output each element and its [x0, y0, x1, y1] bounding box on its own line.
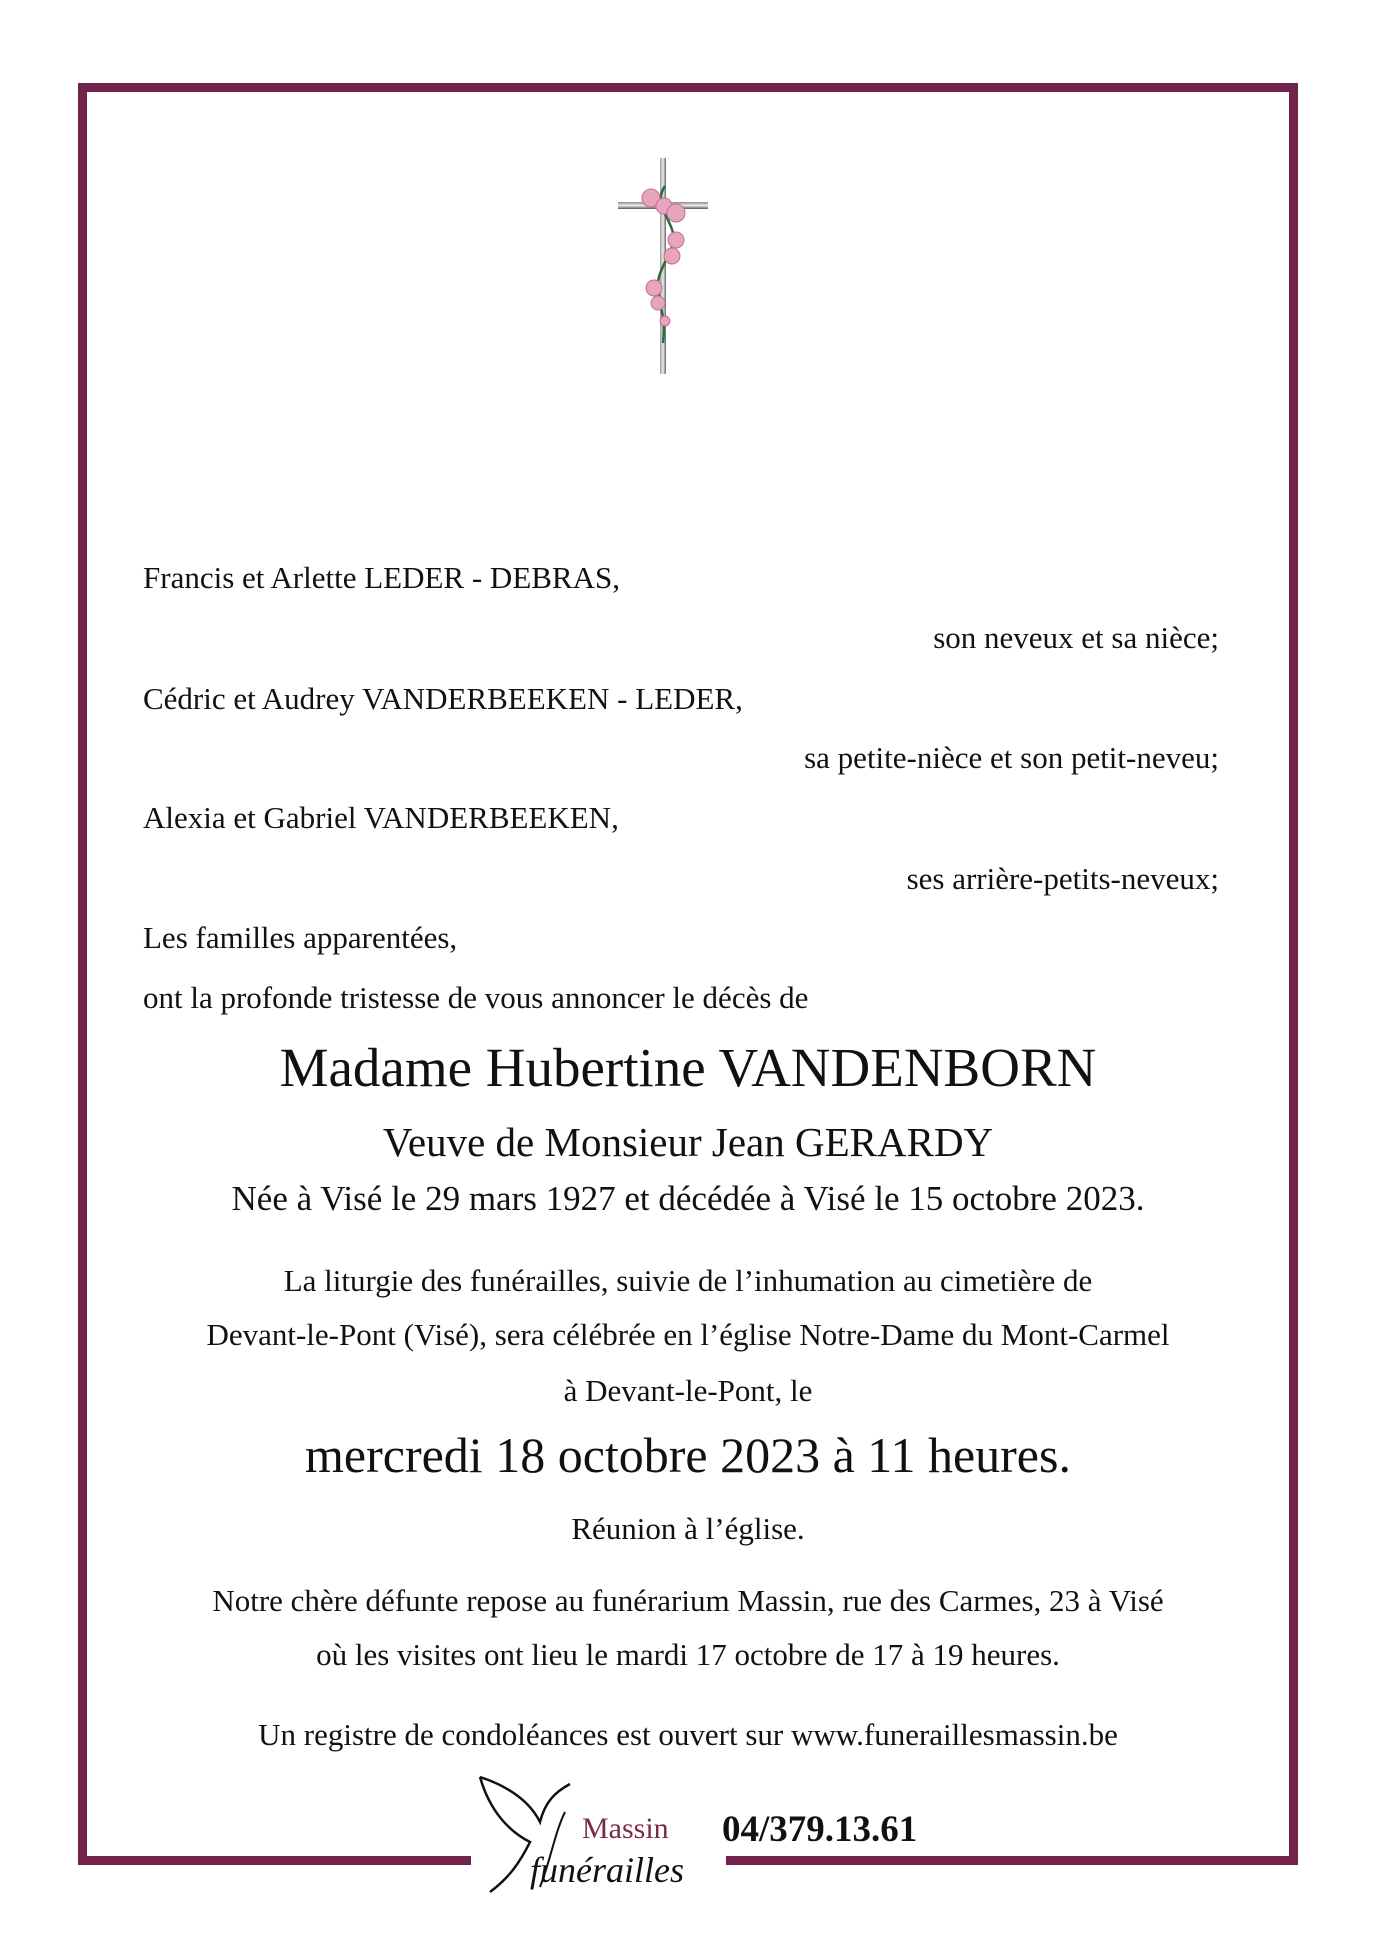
widow-of: Veuve de Monsieur Jean GERARDY: [382, 1119, 994, 1165]
logo-funerailles-text: funérailles: [530, 1850, 684, 1890]
ceremony-datetime: mercredi 18 octobre 2023 à 11 heures.: [305, 1427, 1071, 1483]
ceremony-line-2: Devant-le-Pont (Visé), sera célébrée en l’église Notre-Dame du Mont-Carmel: [206, 1317, 1170, 1352]
cross-with-flowers-icon: [618, 158, 708, 374]
family-names-2: Cédric et Audrey VANDERBEEKEN - LEDER,: [143, 681, 743, 716]
family-relation-2: sa petite-nièce et son petit-neveu;: [804, 740, 1219, 775]
family-names-3: Alexia et Gabriel VANDERBEEKEN,: [143, 800, 619, 835]
related-families: Les familles apparentées,: [143, 920, 458, 955]
visits-line-2: où les visites ont lieu le mardi 17 octobre de 17 à 19 heures.: [316, 1637, 1060, 1672]
border-bottom-left: [78, 1856, 471, 1865]
birth-death-dates: Née à Visé le 29 mars 1927 et décédée à Visé le 15 octobre 2023.: [231, 1179, 1145, 1218]
ceremony-line-1: La liturgie des funérailles, suivie de l’inhumation au cimetière de: [283, 1263, 1093, 1298]
family-names-1: Francis et Arlette LEDER - DEBRAS,: [143, 560, 620, 595]
condolence-register: Un registre de condoléances est ouvert sur www.funeraillesmassin.be: [258, 1717, 1118, 1752]
deceased-name: Madame Hubertine VANDENBORN: [279, 1037, 1097, 1098]
announcement: ont la profonde tristesse de vous annoncer le décès de: [143, 980, 809, 1015]
meeting-place: Réunion à l’église.: [571, 1511, 805, 1546]
phone-number: 04/379.13.61: [722, 1809, 918, 1850]
border-bottom-right: [726, 1856, 1298, 1865]
ceremony-line-3: à Devant-le-Pont, le: [563, 1373, 813, 1408]
logo-massin-text: Massin: [582, 1812, 669, 1845]
massin-funerailles-logo: [470, 1772, 705, 1897]
family-relation-3: ses arrière-petits-neveux;: [906, 861, 1219, 896]
family-relation-1: son neveux et sa nièce;: [933, 620, 1219, 655]
visits-line-1: Notre chère défunte repose au funérarium Massin, rue des Carmes, 23 à Visé: [212, 1583, 1164, 1618]
